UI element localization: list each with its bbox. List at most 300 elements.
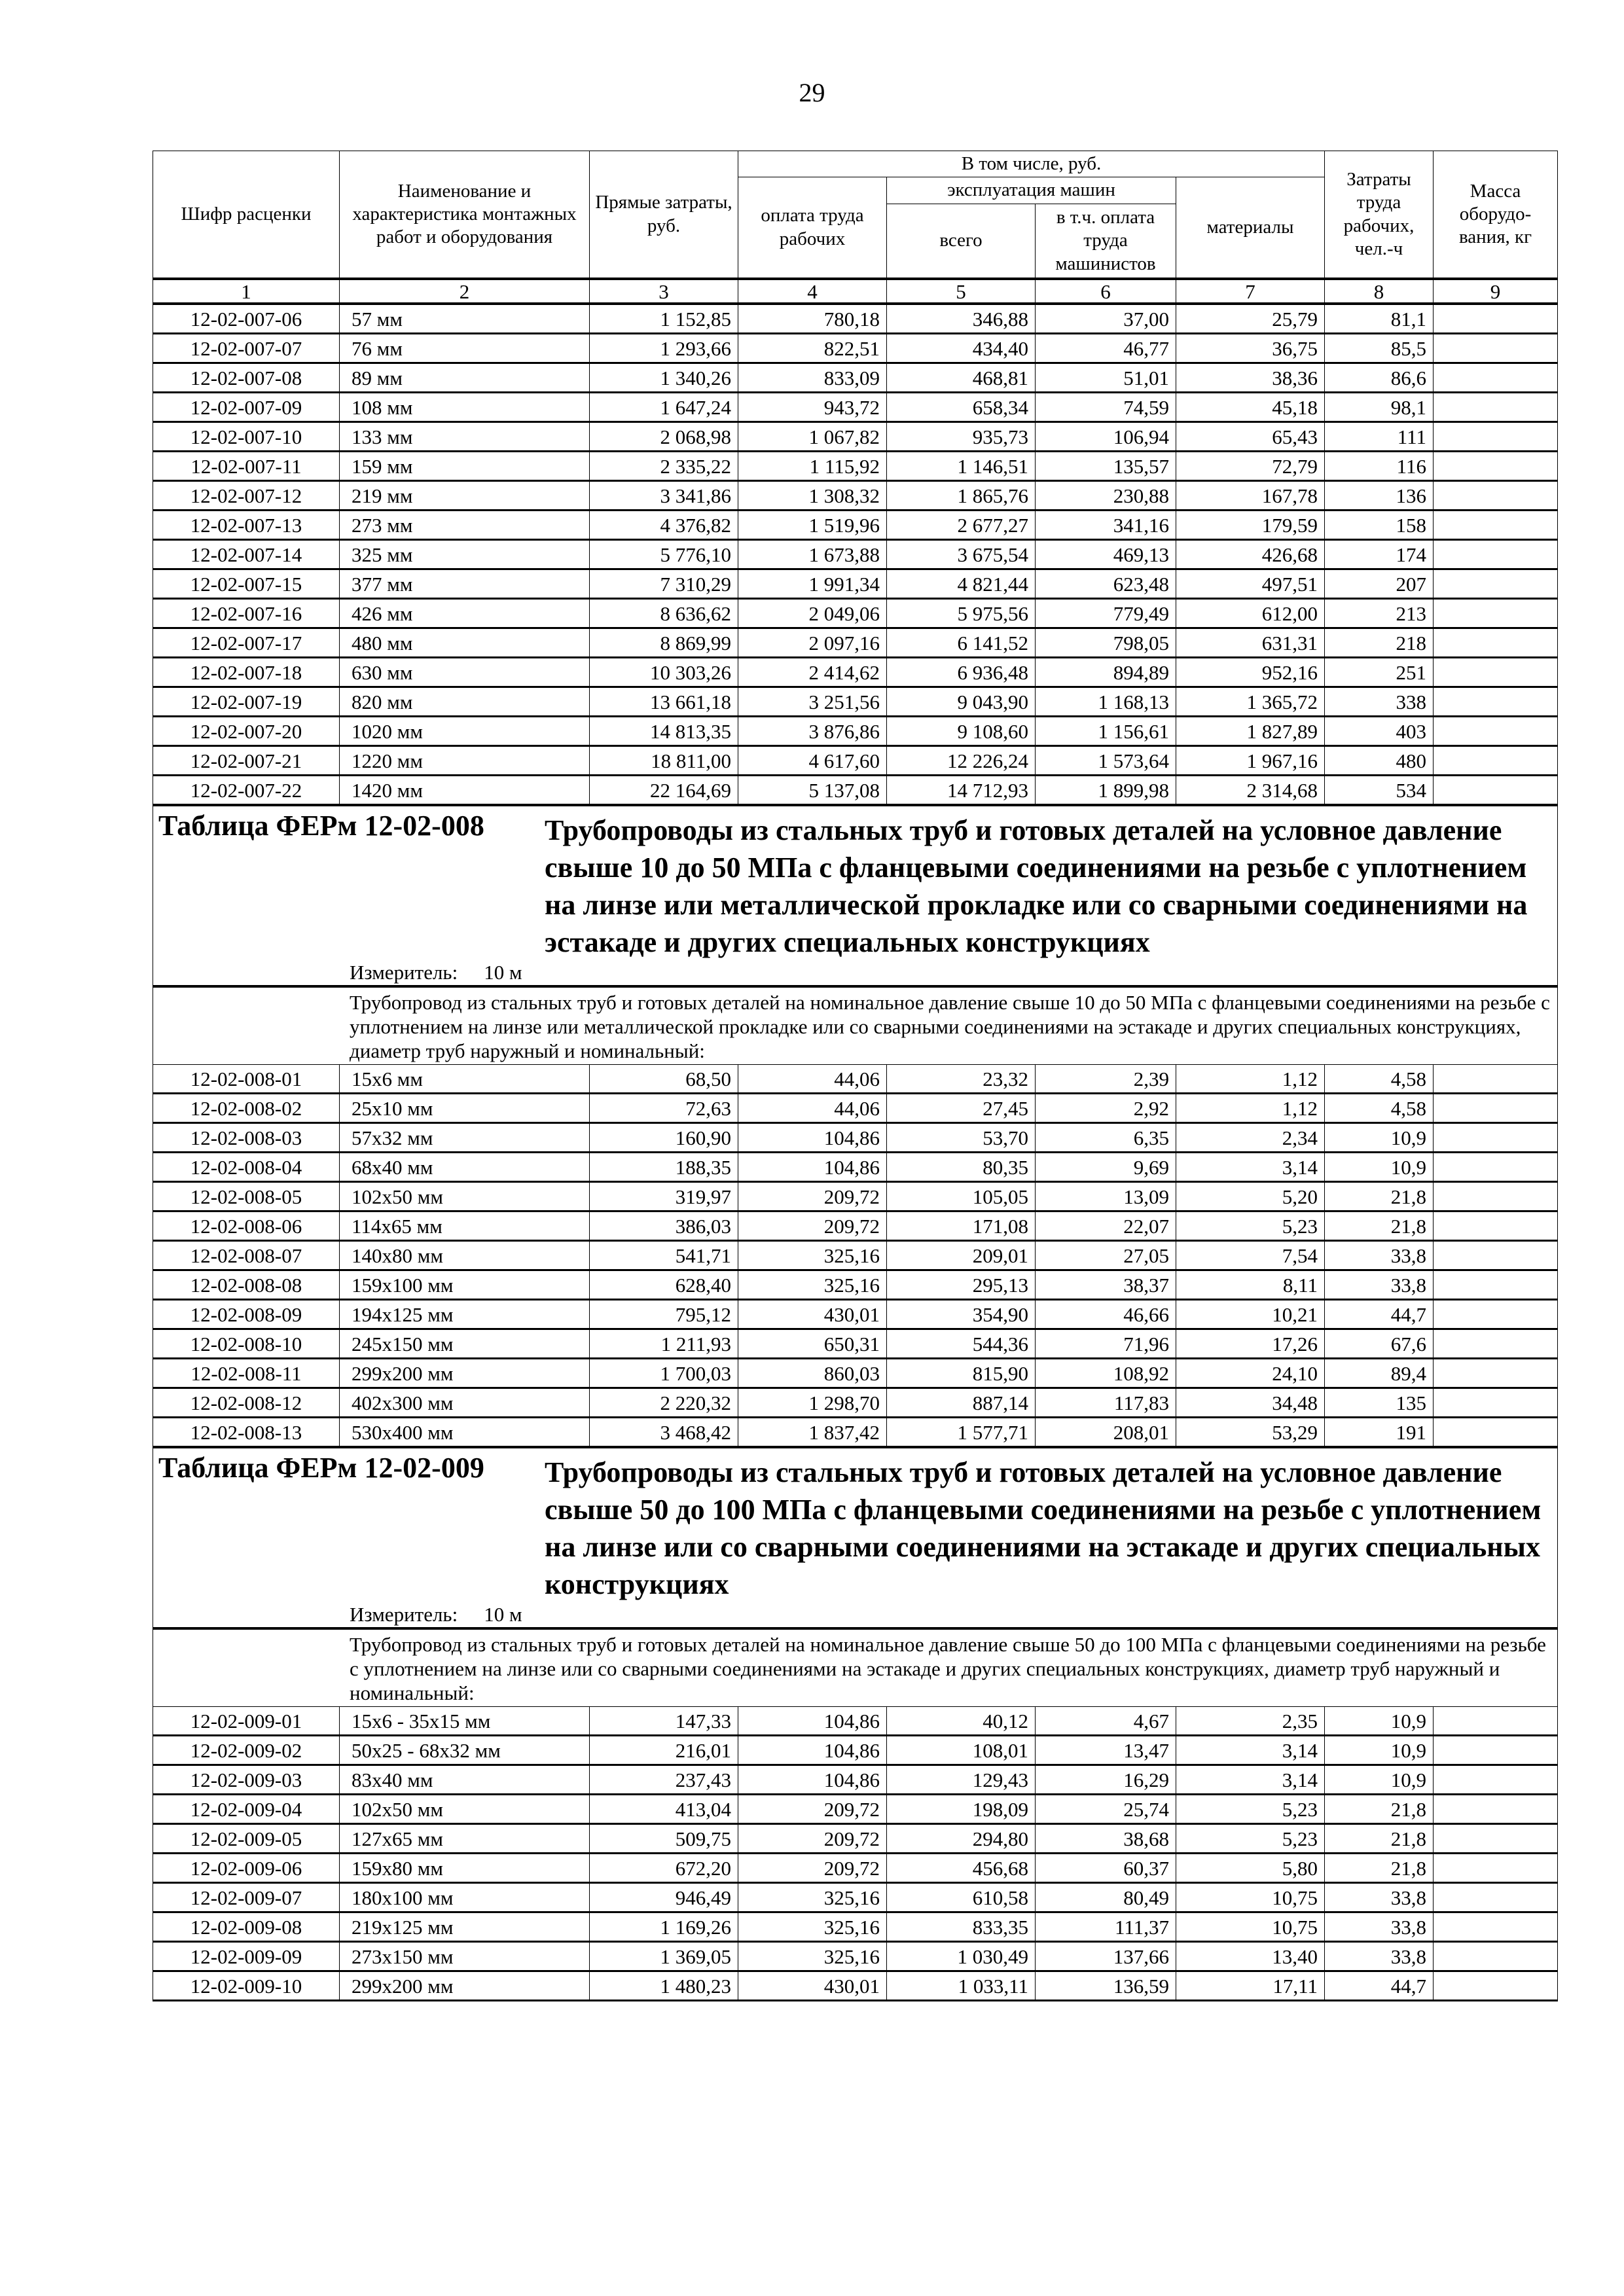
work-name-cell: 76 мм: [340, 334, 590, 363]
work-name-cell: 159х100 мм: [340, 1270, 590, 1300]
column-number: 5: [887, 279, 1036, 304]
equipment-mass-cell: [1434, 1765, 1558, 1795]
materials-cell: 167,78: [1176, 481, 1325, 511]
materials-cell: 5,20: [1176, 1182, 1325, 1211]
direct-costs-cell: 3 468,42: [590, 1418, 738, 1448]
direct-costs-cell: 3 341,86: [590, 481, 738, 511]
direct-costs-cell: 946,49: [590, 1883, 738, 1912]
direct-costs-cell: 68,50: [590, 1065, 738, 1094]
header-mass: Масса оборудо-вания, кг: [1434, 151, 1558, 279]
equipment-mass-cell: [1434, 599, 1558, 628]
machines-total-cell: 108,01: [887, 1736, 1036, 1765]
machines-total-cell: 295,13: [887, 1270, 1036, 1300]
materials-cell: 13,40: [1176, 1942, 1325, 1971]
rate-code-cell: 12-02-009-01: [153, 1707, 340, 1736]
labor-hours-cell: 218: [1325, 628, 1434, 658]
work-name-cell: 530х400 мм: [340, 1418, 590, 1448]
labor-hours-cell: 67,6: [1325, 1329, 1434, 1359]
section-meter: [350, 961, 1557, 985]
machinists-pay-cell: 38,37: [1036, 1270, 1176, 1300]
labor-pay-cell: 1 308,32: [738, 481, 887, 511]
work-name-cell: 630 мм: [340, 658, 590, 687]
direct-costs-cell: 2 220,32: [590, 1388, 738, 1418]
machinists-pay-cell: 623,48: [1036, 569, 1176, 599]
rate-code-cell: 12-02-007-17: [153, 628, 340, 658]
direct-costs-cell: 4 376,82: [590, 511, 738, 540]
machines-total-cell: 209,01: [887, 1241, 1036, 1270]
direct-costs-cell: 509,75: [590, 1824, 738, 1854]
materials-cell: 24,10: [1176, 1359, 1325, 1388]
direct-costs-cell: 1 169,26: [590, 1912, 738, 1942]
machinists-pay-cell: 2,92: [1036, 1094, 1176, 1123]
table-row: [153, 687, 1558, 717]
labor-pay-cell: 430,01: [738, 1971, 887, 2001]
materials-cell: 25,79: [1176, 304, 1325, 334]
work-name-cell: 180х100 мм: [340, 1883, 590, 1912]
table-row: [153, 658, 1558, 687]
labor-hours-cell: 10,9: [1325, 1123, 1434, 1153]
labor-hours-cell: 111: [1325, 422, 1434, 452]
column-number: 9: [1434, 279, 1558, 304]
machines-total-cell: 53,70: [887, 1123, 1036, 1153]
equipment-mass-cell: [1434, 334, 1558, 363]
direct-costs-cell: 18 811,00: [590, 746, 738, 776]
machinists-pay-cell: 13,47: [1036, 1736, 1176, 1765]
labor-hours-cell: 33,8: [1325, 1241, 1434, 1270]
column-number: 6: [1036, 279, 1176, 304]
rate-code-cell: 12-02-007-16: [153, 599, 340, 628]
rate-code-cell: 12-02-007-06: [153, 304, 340, 334]
machines-total-cell: 1 033,11: [887, 1971, 1036, 2001]
rate-code-cell: 12-02-008-13: [153, 1418, 340, 1448]
work-name-cell: 133 мм: [340, 422, 590, 452]
machinists-pay-cell: 1 156,61: [1036, 717, 1176, 746]
direct-costs-cell: 14 813,35: [590, 717, 738, 746]
column-number: 7: [1176, 279, 1325, 304]
equipment-mass-cell: [1434, 1153, 1558, 1182]
machinists-pay-cell: 135,57: [1036, 452, 1176, 481]
work-name-cell: 245х150 мм: [340, 1329, 590, 1359]
section-heading: [153, 1448, 1557, 1627]
work-name-cell: 377 мм: [340, 569, 590, 599]
labor-hours-cell: 10,9: [1325, 1153, 1434, 1182]
machinists-pay-cell: 51,01: [1036, 363, 1176, 393]
rate-code-cell: 12-02-007-14: [153, 540, 340, 569]
rate-code-cell: 12-02-008-02: [153, 1094, 340, 1123]
labor-hours-cell: 191: [1325, 1418, 1434, 1448]
work-name-cell: 299х200 мм: [340, 1359, 590, 1388]
materials-cell: 5,23: [1176, 1211, 1325, 1241]
table-row: [153, 393, 1558, 422]
direct-costs-cell: 1 480,23: [590, 1971, 738, 2001]
direct-costs-cell: 8 636,62: [590, 599, 738, 628]
price-table: [153, 151, 1558, 2001]
table-row: [153, 452, 1558, 481]
table-section-header: [153, 805, 1558, 986]
table-row: [153, 1854, 1558, 1883]
materials-cell: 3,14: [1176, 1765, 1325, 1795]
labor-hours-cell: 21,8: [1325, 1182, 1434, 1211]
table-row: [153, 717, 1558, 746]
section-heading: [153, 806, 1557, 985]
labor-hours-cell: 21,8: [1325, 1854, 1434, 1883]
section-description-row: [153, 1628, 1558, 1707]
equipment-mass-cell: [1434, 1241, 1558, 1270]
direct-costs-cell: 2 068,98: [590, 422, 738, 452]
labor-pay-cell: 650,31: [738, 1329, 887, 1359]
labor-pay-cell: 209,72: [738, 1824, 887, 1854]
table-row: [153, 540, 1558, 569]
direct-costs-cell: 1 293,66: [590, 334, 738, 363]
labor-pay-cell: 104,86: [738, 1153, 887, 1182]
materials-cell: 38,36: [1176, 363, 1325, 393]
column-numbers-row: [153, 279, 1558, 304]
labor-pay-cell: 2 049,06: [738, 599, 887, 628]
direct-costs-cell: 672,20: [590, 1854, 738, 1883]
column-number: 8: [1325, 279, 1434, 304]
table-row: [153, 1942, 1558, 1971]
labor-pay-cell: 860,03: [738, 1359, 887, 1388]
labor-pay-cell: 44,06: [738, 1094, 887, 1123]
machinists-pay-cell: 894,89: [1036, 658, 1176, 687]
machinists-pay-cell: 46,77: [1036, 334, 1176, 363]
header-materials: материалы: [1176, 177, 1325, 279]
table-row: [153, 304, 1558, 334]
work-name-cell: 426 мм: [340, 599, 590, 628]
labor-pay-cell: 430,01: [738, 1300, 887, 1329]
machines-total-cell: 610,58: [887, 1883, 1036, 1912]
equipment-mass-cell: [1434, 1182, 1558, 1211]
labor-hours-cell: 44,7: [1325, 1971, 1434, 2001]
materials-cell: 10,21: [1176, 1300, 1325, 1329]
table-row: [153, 1765, 1558, 1795]
machinists-pay-cell: 25,74: [1036, 1795, 1176, 1824]
rate-code-cell: 12-02-007-07: [153, 334, 340, 363]
equipment-mass-cell: [1434, 746, 1558, 776]
machinists-pay-cell: 469,13: [1036, 540, 1176, 569]
equipment-mass-cell: [1434, 511, 1558, 540]
work-name-cell: 89 мм: [340, 363, 590, 393]
rate-code-cell: 12-02-008-01: [153, 1065, 340, 1094]
direct-costs-cell: 386,03: [590, 1211, 738, 1241]
machinists-pay-cell: 798,05: [1036, 628, 1176, 658]
rate-code-cell: 12-02-007-20: [153, 717, 340, 746]
machines-total-cell: 815,90: [887, 1359, 1036, 1388]
equipment-mass-cell: [1434, 1065, 1558, 1094]
rate-code-cell: 12-02-008-11: [153, 1359, 340, 1388]
equipment-mass-cell: [1434, 1854, 1558, 1883]
machines-total-cell: 2 677,27: [887, 511, 1036, 540]
machinists-pay-cell: 106,94: [1036, 422, 1176, 452]
labor-pay-cell: 325,16: [738, 1883, 887, 1912]
direct-costs-cell: 188,35: [590, 1153, 738, 1182]
work-name-cell: 1220 мм: [340, 746, 590, 776]
materials-cell: 1,12: [1176, 1065, 1325, 1094]
equipment-mass-cell: [1434, 1388, 1558, 1418]
work-name-cell: 57х32 мм: [340, 1123, 590, 1153]
materials-cell: 36,75: [1176, 334, 1325, 363]
work-name-cell: 15х6 - 35х15 мм: [340, 1707, 590, 1736]
materials-cell: 179,59: [1176, 511, 1325, 540]
work-name-cell: 68х40 мм: [340, 1153, 590, 1182]
table-row: [153, 599, 1558, 628]
labor-pay-cell: 1 991,34: [738, 569, 887, 599]
work-name-cell: 140х80 мм: [340, 1241, 590, 1270]
equipment-mass-cell: [1434, 1707, 1558, 1736]
table-row: [153, 511, 1558, 540]
rate-code-cell: 12-02-008-10: [153, 1329, 340, 1359]
direct-costs-cell: 10 303,26: [590, 658, 738, 687]
rate-code-cell: 12-02-007-09: [153, 393, 340, 422]
materials-cell: 5,23: [1176, 1795, 1325, 1824]
table-row: [153, 481, 1558, 511]
column-number: 2: [340, 279, 590, 304]
rate-code-cell: 12-02-007-08: [153, 363, 340, 393]
table-section-header: [153, 1447, 1558, 1628]
labor-hours-cell: 251: [1325, 658, 1434, 687]
table-row: [153, 1359, 1558, 1388]
labor-hours-cell: 4,58: [1325, 1065, 1434, 1094]
machinists-pay-cell: 27,05: [1036, 1241, 1176, 1270]
equipment-mass-cell: [1434, 687, 1558, 717]
rate-code-cell: 12-02-007-21: [153, 746, 340, 776]
materials-cell: 426,68: [1176, 540, 1325, 569]
rate-code-cell: 12-02-009-06: [153, 1854, 340, 1883]
equipment-mass-cell: [1434, 717, 1558, 746]
table-row: [153, 1912, 1558, 1942]
labor-hours-cell: 338: [1325, 687, 1434, 717]
labor-hours-cell: 534: [1325, 776, 1434, 806]
work-name-cell: 480 мм: [340, 628, 590, 658]
direct-costs-cell: 1 647,24: [590, 393, 738, 422]
equipment-mass-cell: [1434, 1942, 1558, 1971]
machines-total-cell: 935,73: [887, 422, 1036, 452]
equipment-mass-cell: [1434, 1329, 1558, 1359]
machinists-pay-cell: 341,16: [1036, 511, 1176, 540]
rate-code-cell: 12-02-008-06: [153, 1211, 340, 1241]
table-row: [153, 746, 1558, 776]
labor-pay-cell: 325,16: [738, 1912, 887, 1942]
labor-pay-cell: 1 298,70: [738, 1388, 887, 1418]
meter-label: Измеритель:: [350, 1603, 458, 1626]
equipment-mass-cell: [1434, 1912, 1558, 1942]
machines-total-cell: 468,81: [887, 363, 1036, 393]
machines-total-cell: 27,45: [887, 1094, 1036, 1123]
machinists-pay-cell: 80,49: [1036, 1883, 1176, 1912]
materials-cell: 497,51: [1176, 569, 1325, 599]
labor-pay-cell: 209,72: [738, 1182, 887, 1211]
labor-hours-cell: 403: [1325, 717, 1434, 746]
machines-total-cell: 1 030,49: [887, 1942, 1036, 1971]
section-meter: [350, 1603, 1557, 1627]
machinists-pay-cell: 46,66: [1036, 1300, 1176, 1329]
labor-pay-cell: 4 617,60: [738, 746, 887, 776]
machines-total-cell: 23,32: [887, 1065, 1036, 1094]
materials-cell: 8,11: [1176, 1270, 1325, 1300]
labor-hours-cell: 21,8: [1325, 1824, 1434, 1854]
machines-total-cell: 5 975,56: [887, 599, 1036, 628]
work-name-cell: 25х10 мм: [340, 1094, 590, 1123]
labor-pay-cell: 1 115,92: [738, 452, 887, 481]
header-including: В том числе, руб.: [738, 151, 1325, 177]
header-machines-total: всего: [887, 204, 1036, 279]
machines-total-cell: 40,12: [887, 1707, 1036, 1736]
work-name-cell: 15х6 мм: [340, 1065, 590, 1094]
table-row: [153, 1824, 1558, 1854]
table-body: [153, 304, 1558, 2001]
labor-pay-cell: 2 414,62: [738, 658, 887, 687]
direct-costs-cell: 628,40: [590, 1270, 738, 1300]
rate-code-cell: 12-02-009-09: [153, 1942, 340, 1971]
section-label: Таблица ФЕРм 12-02-008: [158, 810, 484, 842]
machinists-pay-cell: 111,37: [1036, 1912, 1176, 1942]
rate-code-cell: 12-02-007-15: [153, 569, 340, 599]
labor-hours-cell: 33,8: [1325, 1883, 1434, 1912]
machinists-pay-cell: 230,88: [1036, 481, 1176, 511]
materials-cell: 17,11: [1176, 1971, 1325, 2001]
labor-hours-cell: 136: [1325, 481, 1434, 511]
section-label: Таблица ФЕРм 12-02-009: [158, 1452, 484, 1484]
work-name-cell: 127х65 мм: [340, 1824, 590, 1854]
direct-costs-cell: 413,04: [590, 1795, 738, 1824]
rate-code-cell: 12-02-009-04: [153, 1795, 340, 1824]
rate-code-cell: 12-02-007-19: [153, 687, 340, 717]
section-title: Трубопроводы из стальных труб и готовых деталей на условное давление свыше 50 до 100 МПа с фланцевыми соединениями на резьбе с уплотнением на линзе или со сварными соединениями на эстакаде и других специальных конструкциях: [545, 1456, 1542, 1601]
section-description-row: [153, 986, 1558, 1065]
equipment-mass-cell: [1434, 1094, 1558, 1123]
labor-hours-cell: 44,7: [1325, 1300, 1434, 1329]
table-row: [153, 1065, 1558, 1094]
header-code: Шифр расценки: [153, 151, 340, 279]
machinists-pay-cell: 2,39: [1036, 1065, 1176, 1094]
equipment-mass-cell: [1434, 540, 1558, 569]
labor-hours-cell: 116: [1325, 452, 1434, 481]
rate-code-cell: 12-02-007-22: [153, 776, 340, 806]
labor-hours-cell: 10,9: [1325, 1707, 1434, 1736]
labor-pay-cell: 44,06: [738, 1065, 887, 1094]
direct-costs-cell: 7 310,29: [590, 569, 738, 599]
labor-hours-cell: 21,8: [1325, 1211, 1434, 1241]
materials-cell: 631,31: [1176, 628, 1325, 658]
page-number: 29: [799, 78, 825, 107]
header-labor-pay: оплата труда рабочих: [738, 177, 887, 279]
rate-code-cell: 12-02-008-07: [153, 1241, 340, 1270]
machinists-pay-cell: 208,01: [1036, 1418, 1176, 1448]
rate-code-cell: 12-02-009-10: [153, 1971, 340, 2001]
labor-pay-cell: 1 837,42: [738, 1418, 887, 1448]
table-row: [153, 569, 1558, 599]
machinists-pay-cell: 1 899,98: [1036, 776, 1176, 806]
labor-pay-cell: 209,72: [738, 1211, 887, 1241]
equipment-mass-cell: [1434, 452, 1558, 481]
machines-total-cell: 658,34: [887, 393, 1036, 422]
table-row: [153, 422, 1558, 452]
machines-total-cell: 80,35: [887, 1153, 1036, 1182]
labor-pay-cell: 5 137,08: [738, 776, 887, 806]
materials-cell: 34,48: [1176, 1388, 1325, 1418]
section-title: Трубопроводы из стальных труб и готовых деталей на условное давление свыше 10 до 50 МПа с фланцевыми соединениями на резьбе с уплотнением на линзе или металлической прокладке или со сварными соединениями на эстакаде и других специальных конструкциях: [545, 814, 1528, 959]
table-row: [153, 1736, 1558, 1765]
equipment-mass-cell: [1434, 1418, 1558, 1448]
work-name-cell: 219х125 мм: [340, 1912, 590, 1942]
labor-hours-cell: 89,4: [1325, 1359, 1434, 1388]
table-row: [153, 1270, 1558, 1300]
direct-costs-cell: 1 340,26: [590, 363, 738, 393]
machines-total-cell: 1 146,51: [887, 452, 1036, 481]
work-name-cell: 159 мм: [340, 452, 590, 481]
equipment-mass-cell: [1434, 1270, 1558, 1300]
direct-costs-cell: 22 164,69: [590, 776, 738, 806]
labor-hours-cell: 33,8: [1325, 1942, 1434, 1971]
direct-costs-cell: 216,01: [590, 1736, 738, 1765]
direct-costs-cell: 160,90: [590, 1123, 738, 1153]
section-description: Трубопровод из стальных труб и готовых деталей на номинальное давление свыше 10 до 50 МПа с фланцевыми соединениями на резьбе с уплотнением на линзе или металлической прокладке или со сварными соединениями на эстакаде и других специальных конструкциях, диаметр труб наружный и номинальный:: [350, 991, 1550, 1063]
labor-pay-cell: 209,72: [738, 1795, 887, 1824]
machinists-pay-cell: 117,83: [1036, 1388, 1176, 1418]
meter-value: 10 м: [484, 1603, 522, 1626]
materials-cell: 72,79: [1176, 452, 1325, 481]
table-row: [153, 1388, 1558, 1418]
labor-hours-cell: 10,9: [1325, 1765, 1434, 1795]
work-name-cell: 325 мм: [340, 540, 590, 569]
labor-hours-cell: 85,5: [1325, 334, 1434, 363]
equipment-mass-cell: [1434, 1824, 1558, 1854]
equipment-mass-cell: [1434, 481, 1558, 511]
machinists-pay-cell: 22,07: [1036, 1211, 1176, 1241]
labor-pay-cell: 325,16: [738, 1270, 887, 1300]
labor-pay-cell: 104,86: [738, 1765, 887, 1795]
work-name-cell: 1420 мм: [340, 776, 590, 806]
machines-total-cell: 1 865,76: [887, 481, 1036, 511]
machines-total-cell: 544,36: [887, 1329, 1036, 1359]
work-name-cell: 273х150 мм: [340, 1942, 590, 1971]
header-name: Наименование и характеристика монтажных работ и оборудования: [340, 151, 590, 279]
column-number: 3: [590, 279, 738, 304]
labor-hours-cell: 4,58: [1325, 1094, 1434, 1123]
machines-total-cell: 1 577,71: [887, 1418, 1036, 1448]
machinists-pay-cell: 1 168,13: [1036, 687, 1176, 717]
machinists-pay-cell: 137,66: [1036, 1942, 1176, 1971]
rate-code-cell: 12-02-009-05: [153, 1824, 340, 1854]
labor-hours-cell: 480: [1325, 746, 1434, 776]
labor-hours-cell: 213: [1325, 599, 1434, 628]
work-name-cell: 102х50 мм: [340, 1182, 590, 1211]
machines-total-cell: 3 675,54: [887, 540, 1036, 569]
rate-code-cell: 12-02-007-18: [153, 658, 340, 687]
table-row: [153, 1971, 1558, 2001]
machinists-pay-cell: 4,67: [1036, 1707, 1176, 1736]
materials-cell: 7,54: [1176, 1241, 1325, 1270]
equipment-mass-cell: [1434, 1971, 1558, 2001]
direct-costs-cell: 1 152,85: [590, 304, 738, 334]
labor-pay-cell: 833,09: [738, 363, 887, 393]
equipment-mass-cell: [1434, 1359, 1558, 1388]
direct-costs-cell: 795,12: [590, 1300, 738, 1329]
work-name-cell: 219 мм: [340, 481, 590, 511]
direct-costs-cell: 13 661,18: [590, 687, 738, 717]
equipment-mass-cell: [1434, 422, 1558, 452]
machines-total-cell: 171,08: [887, 1211, 1036, 1241]
table-row: [153, 1329, 1558, 1359]
machines-total-cell: 354,90: [887, 1300, 1036, 1329]
equipment-mass-cell: [1434, 1300, 1558, 1329]
materials-cell: 2,34: [1176, 1123, 1325, 1153]
labor-hours-cell: 86,6: [1325, 363, 1434, 393]
header-labor-hours: Затраты труда рабочих, чел.-ч: [1325, 151, 1434, 279]
rate-code-cell: 12-02-007-13: [153, 511, 340, 540]
direct-costs-cell: 147,33: [590, 1707, 738, 1736]
labor-pay-cell: 943,72: [738, 393, 887, 422]
